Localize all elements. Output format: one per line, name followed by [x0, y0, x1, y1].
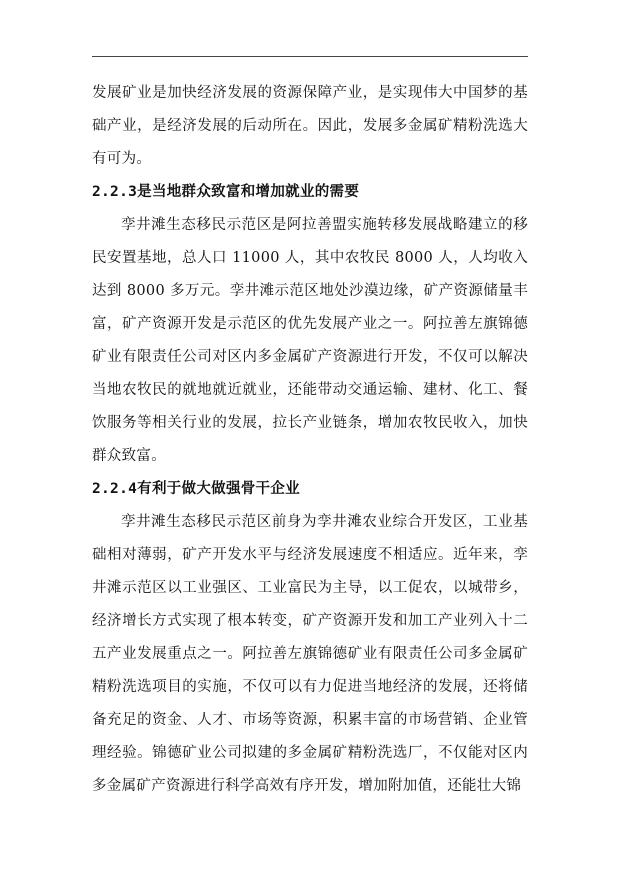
section-2-2-3-paragraph: 孪井滩生态移民示范区是阿拉善盟实施转移发展战略建立的移民安置基地，总人口 11000 人，其中农牧民 8000 人，人均收入达到 8000 多万元。孪井滩示范区地处沙漠边缘，矿产资源储量丰富，矿产资源开发是示范区的优先发展产业之一。阿拉善左旗锦德矿业有限责任公司对区内多金属矿产资源进行开发，不仅可以解决当地农牧民的就地就近就业，还能带动交通运输、建材、化工、餐饮服务等相关行业的发展，拉长产业链条，增加农牧民收入，加快群众致富。 — [92, 217, 528, 464]
document-body — [92, 77, 528, 803]
intro-paragraph: 发展矿业是加快经济发展的资源保障产业，是实现伟大中国梦的基础产业，是经济发展的后动所在。因此，发展多金属矿精粉洗选大有可为。 — [92, 85, 528, 167]
section-title: 有利于做大做强骨干企业 — [137, 481, 300, 497]
section-number: 2.2.3 — [92, 184, 138, 200]
header-rule — [92, 56, 528, 57]
section-number: 2.2.4 — [92, 481, 138, 497]
section-heading-2-2-3 — [92, 176, 528, 209]
section-heading-2-2-4 — [92, 473, 528, 506]
section-2-2-4-paragraph: 孪井滩生态移民示范区前身为孪井滩农业综合开发区，工业基础相对薄弱，矿产开发水平与经济发展速度不相适应。近年来，孪井滩示范区以工业强区、工业富民为主导，以工促农，以城带乡，经济增长方式实现了根本转变，矿产资源开发和加工产业列入十二五产业发展重点之一。阿拉善左旗锦德矿业有限责任公司多金属矿精粉洗选项目的实施，不仅可以有力促进当地经济的发展，还将储备充足的资金、人才、市场等资源，积累丰富的市场营销、企业管理经验。锦德矿业公司拟建的多金属矿精粉洗选厂，不仅能对区内多金属矿产资源进行科学高效有序开发，增加附加值，还能壮大锦 — [92, 514, 528, 794]
section-title: 是当地群众致富和增加就业的需要 — [137, 184, 360, 200]
